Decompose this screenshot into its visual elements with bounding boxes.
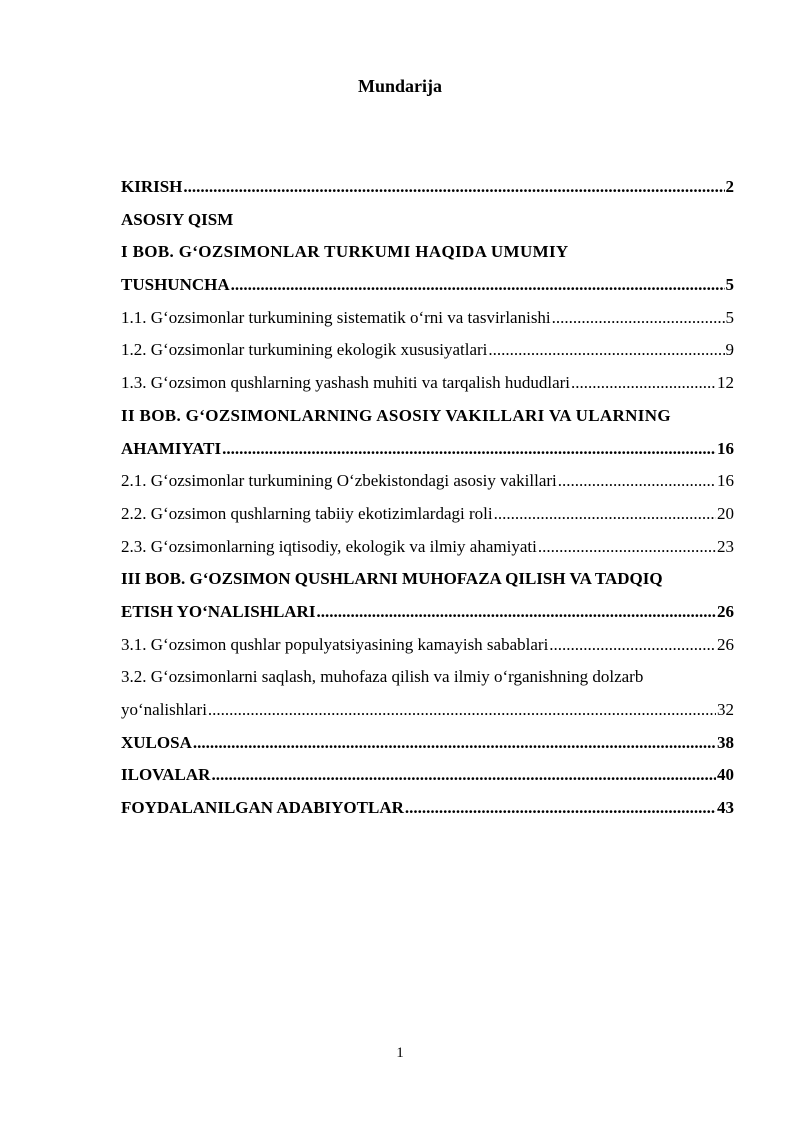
toc-entry-page: 20	[717, 503, 734, 523]
toc-entry-label: 3.1. G‘ozsimon qushlar populyatsiyasining kamayish sabablari	[121, 634, 549, 654]
toc-leader-dots	[405, 792, 716, 825]
toc-leader-dots	[208, 694, 716, 727]
toc-entry-1-2[interactable]	[121, 334, 734, 367]
toc-entry-label: 2.3. G‘ozsimonlarning iqtisodiy, ekologik va ilmiy ahamiyati	[121, 536, 537, 556]
toc-entry-page: 40	[717, 765, 734, 785]
toc-entry-adabiyotlar[interactable]	[121, 792, 734, 825]
toc-entry-page: 9	[725, 340, 734, 360]
toc-entry-page: 43	[717, 798, 734, 818]
toc-entry-bob1[interactable]	[121, 269, 734, 302]
toc-entry-xulosa[interactable]	[121, 727, 734, 760]
toc-entry-3-2-line1[interactable]	[121, 661, 734, 694]
toc-entry-label: 1.3. G‘ozsimon qushlarning yashash muhiti va tarqalish hududlari	[121, 373, 571, 393]
toc-entry-2-1[interactable]	[121, 465, 734, 498]
toc-entry-page: 16	[717, 438, 734, 458]
toc-entry-ilovalar[interactable]	[121, 759, 734, 792]
toc-entry-label: TUSHUNCHA	[121, 275, 230, 295]
toc-entry-2-3[interactable]	[121, 531, 734, 564]
toc-entry-page: 16	[717, 471, 734, 491]
toc-entry-label: yo‘nalishlari	[121, 700, 207, 719]
toc-entry-3-2[interactable]	[121, 694, 734, 727]
toc-entry-page: 5	[725, 275, 734, 295]
page-number: 1	[396, 1045, 404, 1061]
toc-entry-label: ILOVALAR	[121, 765, 211, 785]
toc-entry-bob2[interactable]	[121, 433, 734, 466]
toc-entry-bob3-line1[interactable]	[121, 563, 734, 596]
table-of-contents	[121, 171, 734, 825]
toc-entry-label: ETISH YO‘NALISHLARI	[121, 601, 316, 621]
toc-entry-label: KIRISH	[121, 177, 183, 196]
toc-entry-label: II BOB. G‘OZSIMONLARNING ASOSIY VAKILLARI VA ULARNING	[121, 405, 671, 425]
toc-entry-asosiy-qism[interactable]	[121, 204, 734, 237]
toc-entry-page: 5	[725, 307, 734, 327]
toc-leader-dots	[183, 171, 724, 204]
toc-entry-label: ASOSIY QISM	[121, 209, 234, 229]
toc-leader-dots	[222, 433, 716, 466]
toc-entry-label: AHAMIYATI	[121, 438, 222, 458]
toc-entry-3-1[interactable]	[121, 629, 734, 662]
toc-entry-bob3[interactable]	[121, 596, 734, 629]
toc-entry-label: III BOB. G‘OZSIMON QUSHLARNI MUHOFAZA QILISH VA TADQIQ	[121, 569, 663, 589]
toc-entry-page: 32	[717, 700, 734, 719]
toc-entry-bob2-line1[interactable]	[121, 400, 734, 433]
toc-entry-label: I BOB. G‘OZSIMONLAR TURKUMI HAQIDA UMUMIY	[121, 242, 569, 262]
toc-entry-page: 26	[717, 601, 734, 621]
toc-leader-dots	[538, 531, 716, 564]
toc-leader-dots	[549, 629, 716, 662]
toc-entry-2-2[interactable]	[121, 498, 734, 531]
toc-leader-dots	[211, 759, 716, 792]
toc-leader-dots	[494, 498, 716, 531]
page-title: Mundarija	[357, 76, 442, 96]
toc-entry-page: 23	[717, 536, 734, 556]
toc-leader-dots	[552, 302, 725, 335]
toc-entry-label: 1.2. G‘ozsimonlar turkumining ekologik xususiyatlari	[121, 340, 488, 360]
toc-entry-label: 2.2. G‘ozsimon qushlarning tabiiy ekotizimlardagi roli	[121, 503, 493, 523]
toc-entry-page: 38	[717, 732, 734, 752]
toc-entry-label: 3.2. G‘ozsimonlarni saqlash, muhofaza qilish va ilmiy o‘rganishning dolzarb	[121, 667, 644, 687]
toc-entry-label: 1.1. G‘ozsimonlar turkumining sistematik o‘rni va tasvirlanishi	[121, 307, 551, 327]
toc-entry-bob1-line1[interactable]	[121, 236, 734, 269]
toc-entry-1-3[interactable]	[121, 367, 734, 400]
toc-entry-page: 12	[717, 373, 734, 393]
toc-leader-dots	[488, 334, 724, 367]
toc-entry-1-1[interactable]	[121, 302, 734, 335]
toc-leader-dots	[231, 269, 725, 302]
toc-leader-dots	[193, 727, 716, 760]
toc-entry-page: 2	[725, 177, 734, 196]
toc-entry-label: 2.1. G‘ozsimonlar turkumining O‘zbekistondagi asosiy vakillari	[121, 471, 557, 491]
toc-leader-dots	[558, 465, 716, 498]
toc-entry-label: FOYDALANILGAN ADABIYOTLAR	[121, 798, 404, 818]
toc-leader-dots	[316, 596, 716, 629]
toc-entry-kirish[interactable]	[121, 171, 734, 204]
toc-entry-page: 26	[717, 634, 734, 654]
toc-leader-dots	[571, 367, 716, 400]
toc-entry-label: XULOSA	[121, 732, 192, 752]
